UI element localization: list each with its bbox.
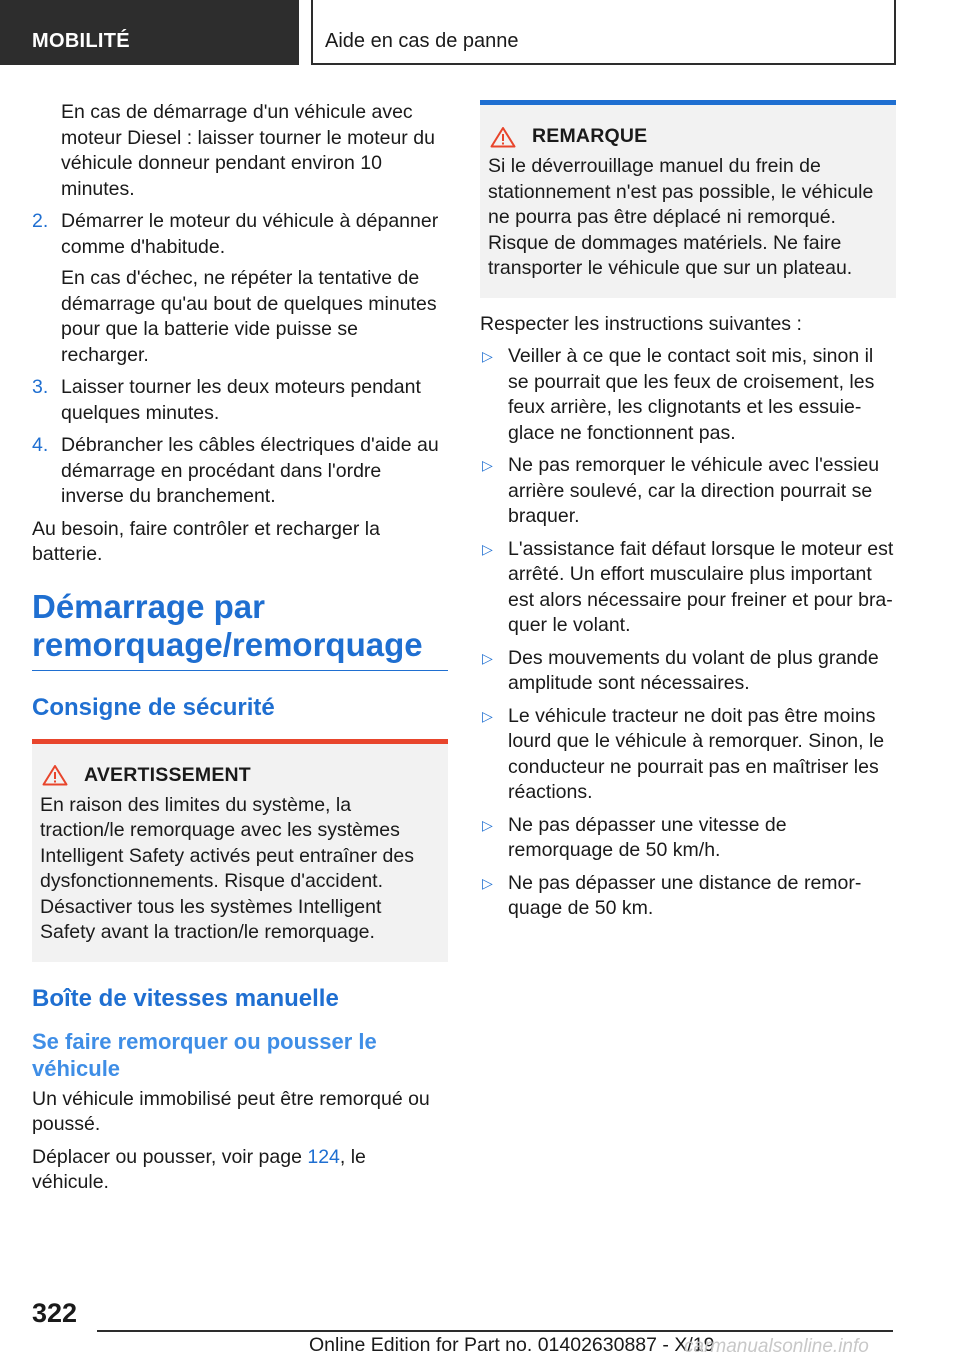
footer-divider (97, 1330, 893, 1332)
chapter-title: Aide en cas de panne (325, 30, 519, 52)
tow-paragraph: Un véhicule immobilisé peut être remorqué ou poussé. (32, 1087, 430, 1135)
bullet-triangle-icon: ▷ (482, 348, 493, 364)
page-reference-link[interactable]: 124 (307, 1145, 340, 1168)
list-item-text: Ne pas dépasser une vitesse de remorquage de 50 km/h. (508, 813, 787, 861)
list-item (480, 453, 896, 530)
chapter-header (311, 0, 896, 65)
list-item-text: Veiller à ce que le contact soit mis, sinon il se pourrait que les feux de croisement, les feux arrière, les clignotants et les essuie-glace ne fonctionnent pas. (508, 345, 875, 444)
step-text: Débrancher les câbles électriques d'aide au démarrage en procédant dans l'ordre inverse du branchement. (61, 434, 439, 507)
tow-reference-text-end: , le véhicule. (32, 1145, 366, 1193)
step-text: Laisser tourner les deux moteurs pendant quelques minutes. (61, 376, 421, 424)
warning-triangle-icon (42, 764, 68, 786)
bullet-triangle-icon: ▷ (482, 457, 493, 473)
step-text: En cas d'échec, ne répéter la tentative de démarrage qu'au bout de quelques minutes pour que la batterie vide puisse se recharger. (61, 267, 437, 366)
list-item (480, 537, 896, 639)
step-number: 4. (32, 434, 49, 456)
bullet-triangle-icon: ▷ (482, 816, 493, 833)
step-item (32, 433, 448, 510)
warning-title: AVERTISSEMENT (84, 763, 251, 786)
right-column (480, 100, 896, 929)
page-number: 322 (32, 1298, 78, 1328)
list-item (480, 646, 896, 697)
gearbox-heading: Boîte de vitesses manuelle (32, 984, 339, 1012)
list-item (480, 871, 896, 922)
list-item-text: Ne pas remorquer le véhicule avec l'essieu arrière soulevé, car la direction pourrait se braquer. (508, 454, 880, 527)
bullet-triangle-icon: ▷ (482, 874, 493, 891)
tow-push-heading: Se faire remorquer ou pousser le véhicule (32, 1028, 377, 1081)
bullet-triangle-icon: ▷ (482, 540, 493, 557)
list-item-text: Le véhicule tracteur ne doit pas être moins lourd que le véhicule à remorquer. Sinon, le conducteur ne pourrait pas en maîtriser les réactions. (508, 704, 885, 803)
note-title: REMARQUE (532, 125, 648, 147)
warning-triangle-icon (490, 126, 516, 148)
list-item-text: L'assistance fait défaut lorsque le moteur est arrêté. Un effort musculaire plus important est alors nécessaire pour freiner et pour braquer le volant. (508, 537, 894, 636)
after-steps-text: Au besoin, faire contrôler et recharger la batterie. (32, 517, 380, 565)
step-number: 2. (32, 210, 49, 232)
step-text: Démarrer le moteur du véhicule à dépanner comme d'habitude. (61, 210, 439, 258)
edition-text: Online Edition for Part no. 01402630887 - X/19 (309, 1334, 715, 1356)
tow-reference-text: Déplacer ou pousser, voir page (32, 1145, 308, 1168)
tow-reference-paragraph (32, 1145, 448, 1196)
list-item (480, 344, 896, 446)
list-item-text: Des mouvements du volant de plus grande amplitude sont nécessaires. (508, 646, 879, 694)
instructions-intro: Respecter les instructions suivantes : (480, 312, 802, 335)
note-text: Si le déverrouillage manuel du frein de stationnement n'est pas possible, le véhicule ne pourra pas être déplacé ni remorqué. Risque de dommages matériels. Ne faire transporter le véhicule que sur un plateau. (488, 155, 874, 279)
note-box (480, 100, 896, 298)
step-number: 3. (32, 376, 49, 398)
watermark-text: carmanualsonline.info (684, 1336, 869, 1357)
section-tab (0, 0, 299, 65)
bullet-triangle-icon: ▷ (482, 707, 493, 724)
list-item-text: Ne pas dépasser une distance de remorquage de 50 km. (508, 871, 862, 919)
step-item (32, 375, 448, 426)
list-item (480, 704, 896, 806)
warning-text: En raison des limites du système, la traction/le remorquage avec les systèmes Intelligent Safety activés peut entraîner des dysfonctionnements. Risque d'accident. Désactiver tous les systèmes Intelligent Safety avant la traction/le remorquage. (40, 793, 414, 943)
left-column (32, 100, 448, 1203)
bullet-triangle-icon: ▷ (482, 649, 493, 666)
step-item (32, 209, 448, 368)
section-heading: Démarrage par remorquage/remorquage (32, 588, 448, 671)
safety-heading: Consigne de sécurité (32, 693, 275, 721)
intro-continuation: En cas de démarrage d'un véhicule avec moteur Diesel : laisser tourner le moteur du véhicule donneur pendant environ 10 minutes. (61, 101, 435, 200)
list-item (480, 813, 896, 864)
section-title: MOBILITÉ (32, 30, 130, 52)
warning-box (32, 739, 448, 962)
